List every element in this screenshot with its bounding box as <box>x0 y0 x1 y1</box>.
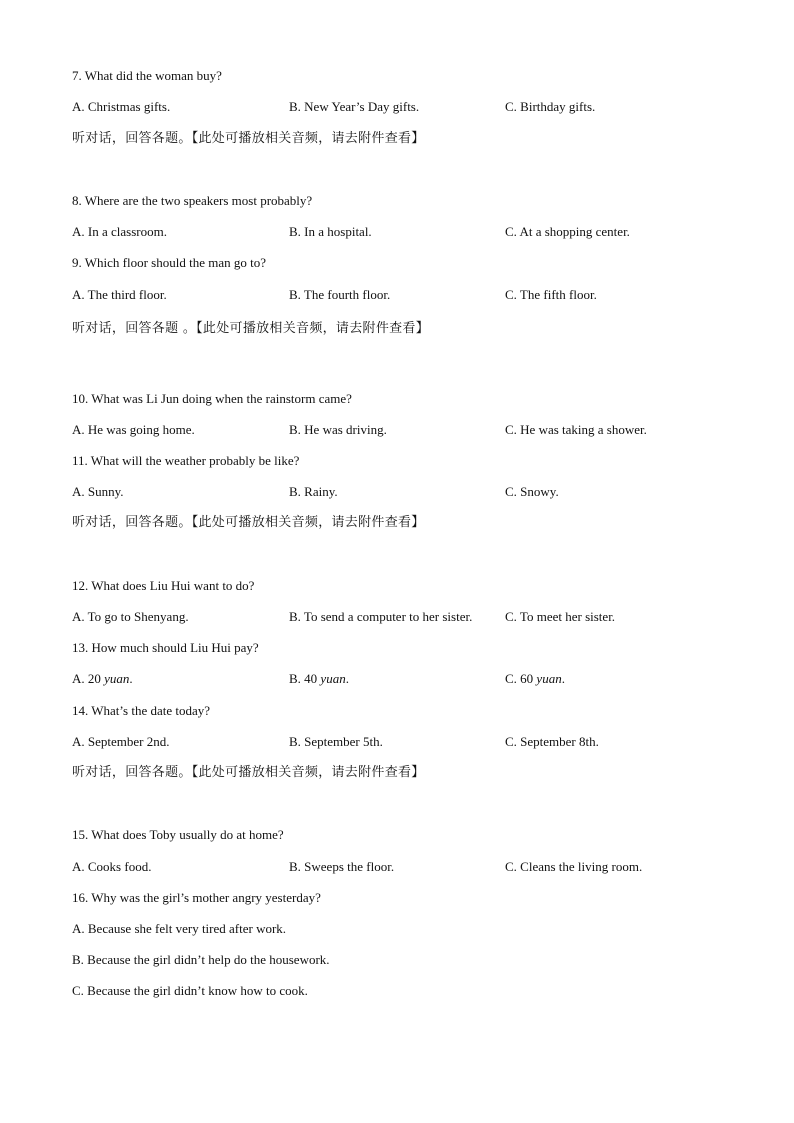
question-13: 13. How much should Liu Hui pay? <box>72 640 259 655</box>
q14-option-a: A. September 2nd. <box>72 734 170 749</box>
currency-word: yuan <box>104 671 130 686</box>
listening-instruction: 听对话，回答各题 。【此处可播放相关音频，请去附件查看】 <box>72 321 430 336</box>
question-8: 8. Where are the two speakers most probably? <box>72 193 313 208</box>
question-10: 10. What was Li Jun doing when the rainstorm came? <box>72 391 352 406</box>
q10-option-a: A. He was going home. <box>72 422 195 437</box>
q12-option-b: B. To send a computer to her sister. <box>289 609 473 624</box>
question-14: 14. What’s the date today? <box>72 703 211 718</box>
listening-instruction: 听对话，回答各题。【此处可播放相关音频，请去附件查看】 <box>72 765 425 780</box>
q11-option-b: B. Rainy. <box>289 484 338 499</box>
q14-option-b: B. September 5th. <box>289 734 383 749</box>
q15-option-c: C. Cleans the living room. <box>505 859 643 874</box>
q13-option-c: C. 60 yuan. <box>505 671 565 686</box>
q8-option-a: A. In a classroom. <box>72 224 167 239</box>
q12-option-a: A. To go to Shenyang. <box>72 609 189 624</box>
q7-option-b: B. New Year’s Day gifts. <box>289 99 420 114</box>
q16-option-c: C. Because the girl didn’t know how to cook. <box>72 983 308 998</box>
q16-option-b: B. Because the girl didn’t help do the housework. <box>72 952 330 967</box>
q10-option-c: C. He was taking a shower. <box>505 422 647 437</box>
question-12: 12. What does Liu Hui want to do? <box>72 578 255 593</box>
q13-option-a: A. 20 yuan. <box>72 671 133 686</box>
q7-option-c: C. Birthday gifts. <box>505 99 596 114</box>
q15-option-b: B. Sweeps the floor. <box>289 859 395 874</box>
q9-option-b: B. The fourth floor. <box>289 287 391 302</box>
q7-option-a: A. Christmas gifts. <box>72 99 171 114</box>
listening-instruction: 听对话，回答各题。【此处可播放相关音频，请去附件查看】 <box>72 131 425 146</box>
currency-word: yuan <box>320 671 346 686</box>
q9-option-c: C. The fifth floor. <box>505 287 597 302</box>
listening-instruction: 听对话，回答各题。【此处可播放相关音频，请去附件查看】 <box>72 515 425 530</box>
question-16: 16. Why was the girl’s mother angry yesterday? <box>72 890 321 905</box>
q8-option-b: B. In a hospital. <box>289 224 372 239</box>
q10-option-b: B. He was driving. <box>289 422 387 437</box>
question-15: 15. What does Toby usually do at home? <box>72 827 284 842</box>
q8-option-c: C. At a shopping center. <box>505 224 630 239</box>
q11-option-a: A. Sunny. <box>72 484 124 499</box>
q13-option-b: B. 40 yuan. <box>289 671 349 686</box>
question-7: 7. What did the woman buy? <box>72 68 222 83</box>
question-11: 11. What will the weather probably be like? <box>72 453 300 468</box>
q14-option-c: C. September 8th. <box>505 734 599 749</box>
q9-option-a: A. The third floor. <box>72 287 167 302</box>
q12-option-c: C. To meet her sister. <box>505 609 616 624</box>
q11-option-c: C. Snowy. <box>505 484 559 499</box>
question-9: 9. Which floor should the man go to? <box>72 255 267 270</box>
q16-option-a: A. Because she felt very tired after work. <box>72 921 287 936</box>
q15-option-a: A. Cooks food. <box>72 859 152 874</box>
currency-word: yuan <box>536 671 562 686</box>
